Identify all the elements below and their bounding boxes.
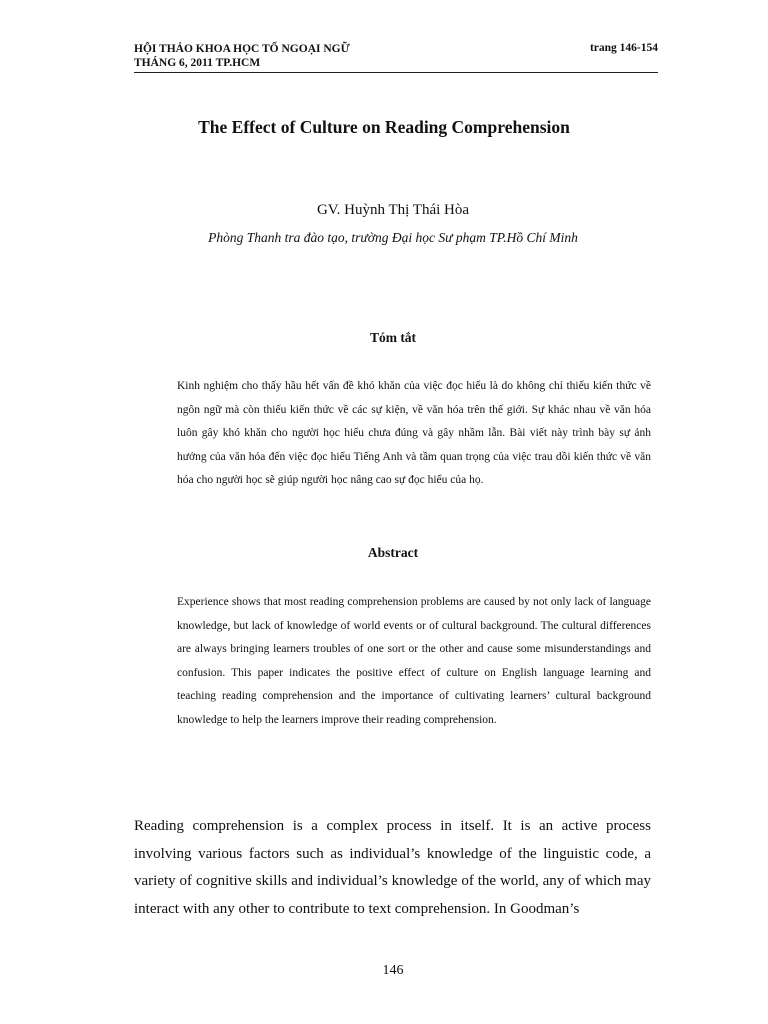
author-affiliation: Phòng Thanh tra đào tạo, trường Đại học Sư phạm TP.Hồ Chí Minh <box>208 230 578 245</box>
en-abstract-text: Experience shows that most reading comprehension problems are caused by not only lack of language knowledge, but lack of knowledge of world events or of cultural background. The cultural differences are always bringing learners troubles of one sort or the other and cause some misunderstandings and confusion. This paper indicates the positive effect of culture on English language learning and teaching reading comprehension and the importance of cultivating learners’ cultural background knowledge to help the learners improve their reading comprehension. <box>177 596 651 726</box>
header-divider <box>134 72 658 73</box>
conference-name: HỘI THẢO KHOA HỌC TỔ NGOẠI NGỮ <box>134 43 350 55</box>
en-abstract-heading: Abstract <box>367 545 419 560</box>
vi-abstract-heading: Tóm tắt <box>369 330 417 345</box>
vi-abstract-text: Kinh nghiệm cho thấy hầu hết vấn đề khó khăn của việc đọc hiểu là do không chỉ thiếu kiến thức về ngôn ngữ mà còn thiếu kiến thức về các sự kiện, về văn hóa trên thế giới. Sự khác nhau về văn hóa luôn gây khó khăn cho người học hiểu chưa đúng và gây nhầm lẫn. Bài viết này trình bày sự ảnh hưởng của văn hóa đến việc đọc hiểu Tiếng Anh và tầm quan trọng của việc trau dồi kiến thức về văn hóa cho người học sẽ giúp người học nâng cao sự đọc hiểu của họ. <box>177 380 651 486</box>
body-paragraph: Reading comprehension is a complex process in itself. It is an active process involving various factors such as individual’s knowledge of the linguistic code, a variety of cognitive skills and individual’s knowledge of the world, any of which may interact with any other to contribute to text comprehension. In Goodman’s <box>134 818 651 917</box>
paper-title: The Effect of Culture on Reading Comprehension <box>198 117 570 137</box>
author-name: GV. Huỳnh Thị Thái Hòa <box>316 202 470 218</box>
page-range: trang 146-154 <box>589 42 658 54</box>
running-header <box>134 42 658 70</box>
conference-date: THÁNG 6, 2011 TP.HCM <box>134 57 261 69</box>
page-number: 146 <box>382 963 404 978</box>
